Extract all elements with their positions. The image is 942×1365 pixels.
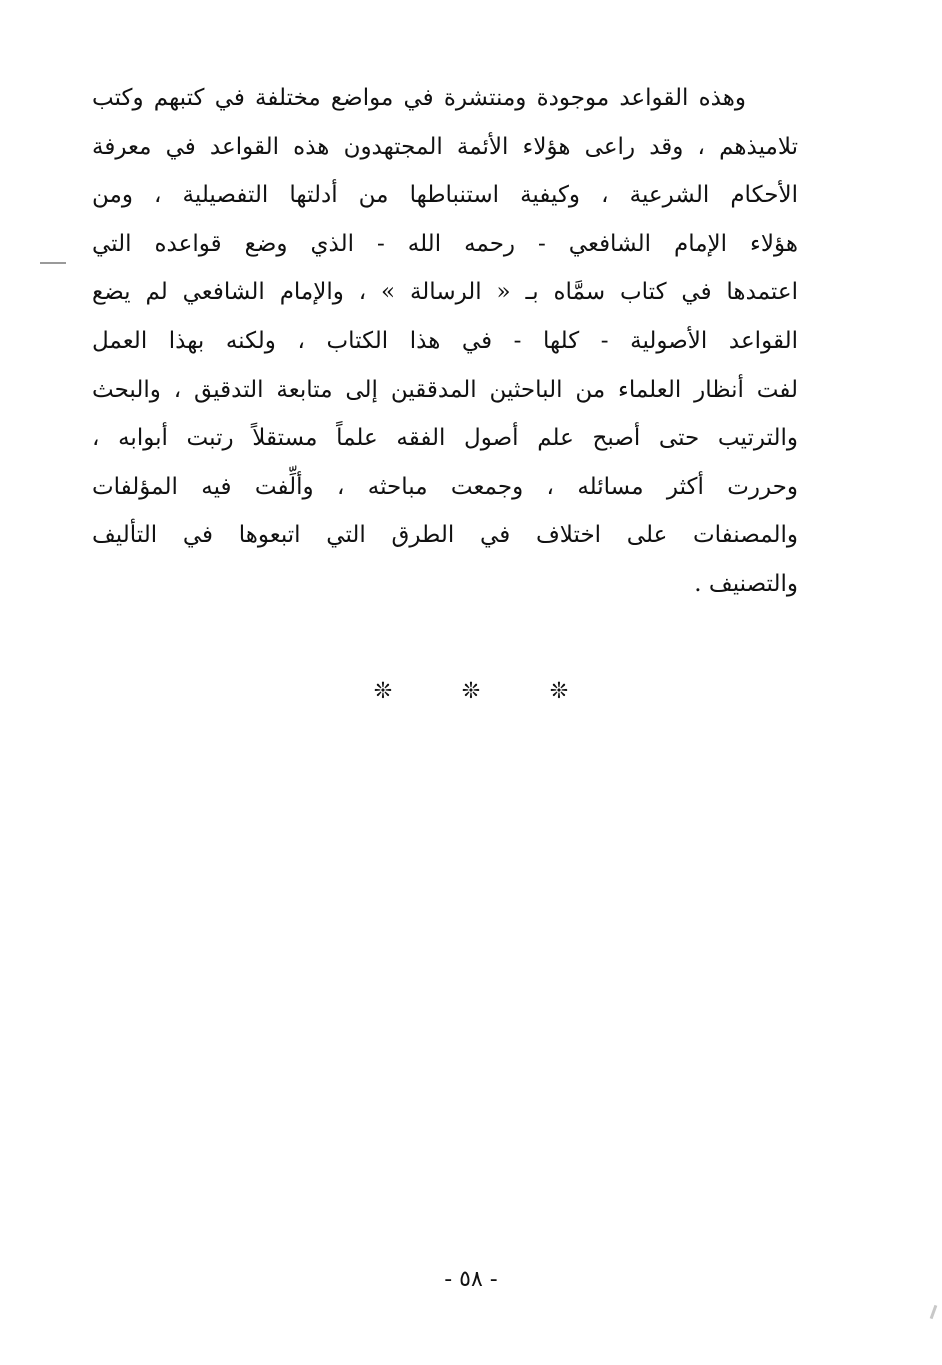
text-line-6: القواعد الأصولية - كلها - في هذا الكتاب ، ولكنه بهذا العمل [92, 327, 798, 354]
text-line-8: والترتيب حتى أصبح علم أصول الفقه علماً مستقلاً رتبت أبوابه ، [92, 425, 798, 452]
section-separator [0, 674, 942, 710]
text-line-9: وحررت أكثر مسائله ، وجمعت مباحثه ، وألِّفت فيه المؤلفات [92, 473, 798, 500]
text-line-5: اعتمدها في كتاب سمَّاه بـ « الرسالة » ، والإمام الشافعي لم يضع [92, 279, 798, 306]
text-line-2: تلاميذهم ، وقد راعى هؤلاء الأئمة المجتهدون هذه القواعد في معرفة [92, 133, 798, 160]
asterism-ornament-icon: ❊ [549, 679, 569, 704]
margin-mark [40, 262, 66, 264]
asterism-ornament-icon: ❊ [373, 679, 393, 704]
text-line-11: والتصنيف . [694, 570, 798, 597]
scan-edge-mark [930, 1305, 938, 1319]
text-line-1: وهذه القواعد موجودة ومنتشرة في مواضع مختلفة في كتبهم وكتب [92, 85, 746, 111]
page-number: - ٥٨ - [444, 1267, 498, 1292]
text-line-3: الأحكام الشرعية ، وكيفية استنباطها من أدلتها التفصيلية ، ومن [92, 182, 798, 209]
asterism-ornament-icon: ❊ [461, 679, 481, 704]
text-line-7: لفت أنظار العلماء من الباحثين المدققين إلى متابعة التدقيق ، والبحث [92, 376, 798, 403]
body-paragraph [92, 74, 798, 609]
text-line-10: والمصنفات على اختلاف في الطرق التي اتبعوها في التأليف [92, 522, 798, 549]
text-line-4: هؤلاء الإمام الشافعي - رحمه الله - الذي وضع قواعده التي [92, 230, 798, 257]
